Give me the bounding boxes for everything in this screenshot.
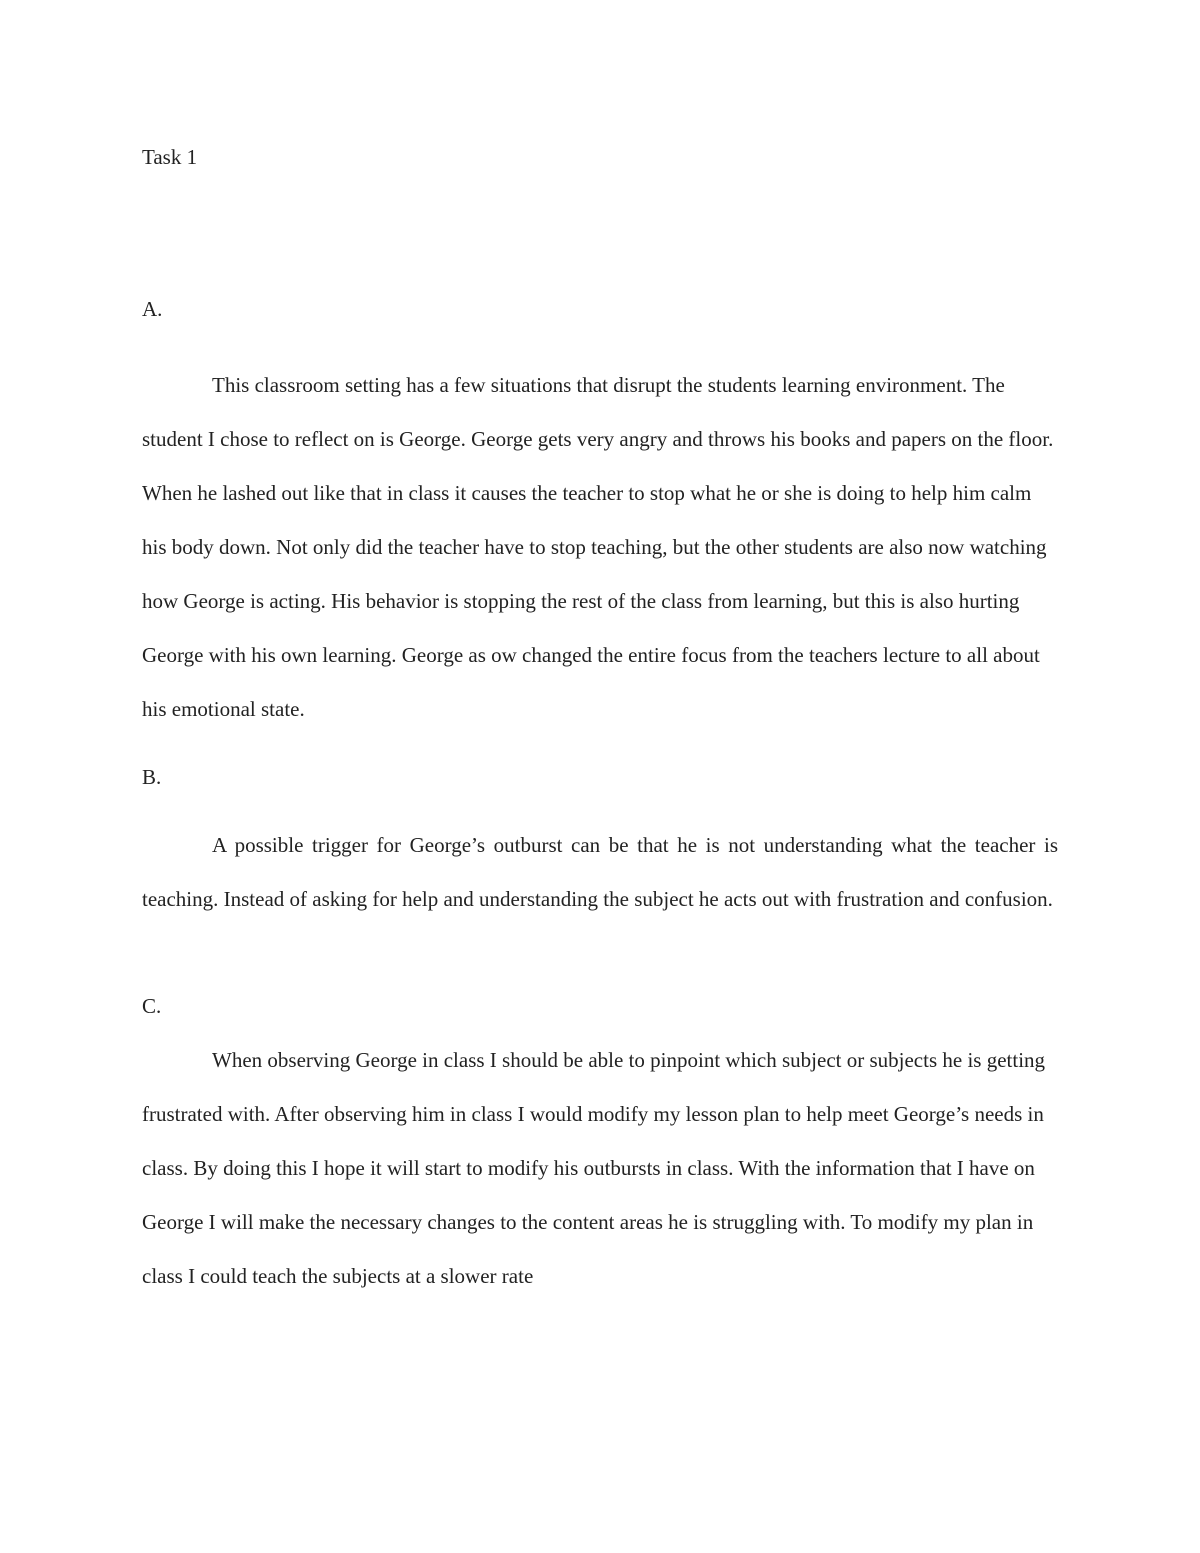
document-title: Task 1 [142, 145, 198, 169]
document-body [142, 137, 1058, 1303]
section-c-heading: C. [142, 994, 162, 1018]
section-c-paragraph: When observing George in class I should be able to pinpoint which subject or subjects he is getting frustrated with. After observing him in class I would modify my lesson plan to help meet George’s needs in class. By doing this I hope it will start to modify his outbursts in class. With the information that I have on George I will make the necessary changes to the content areas he is struggling with. To modify my plan in class I could teach the subjects at a slower rate [142, 1048, 1046, 1288]
section-a-heading: A. [142, 297, 163, 321]
section-b-paragraph: A possible trigger for George’s outburst can be that he is not understanding what the teacher is teaching. Instead of asking for help and understanding the subject he acts out with frustration and confusion. [142, 833, 1058, 911]
section-b-heading: B. [142, 765, 162, 789]
section-a-paragraph: This classroom setting has a few situations that disrupt the students learning environment. The student I chose to reflect on is George. George gets very angry and throws his books and papers on the floor. When he lashed out like that in class it causes the teacher to stop what he or she is doing to help him calm his body down. Not only did the teacher have to stop teaching, but the other students are also now watching how George is acting. His behavior is stopping the rest of the class from learning, but this is also hurting George with his own learning. George as ow changed the entire focus from the teachers lecture to all about his emotional state. [142, 373, 1054, 721]
